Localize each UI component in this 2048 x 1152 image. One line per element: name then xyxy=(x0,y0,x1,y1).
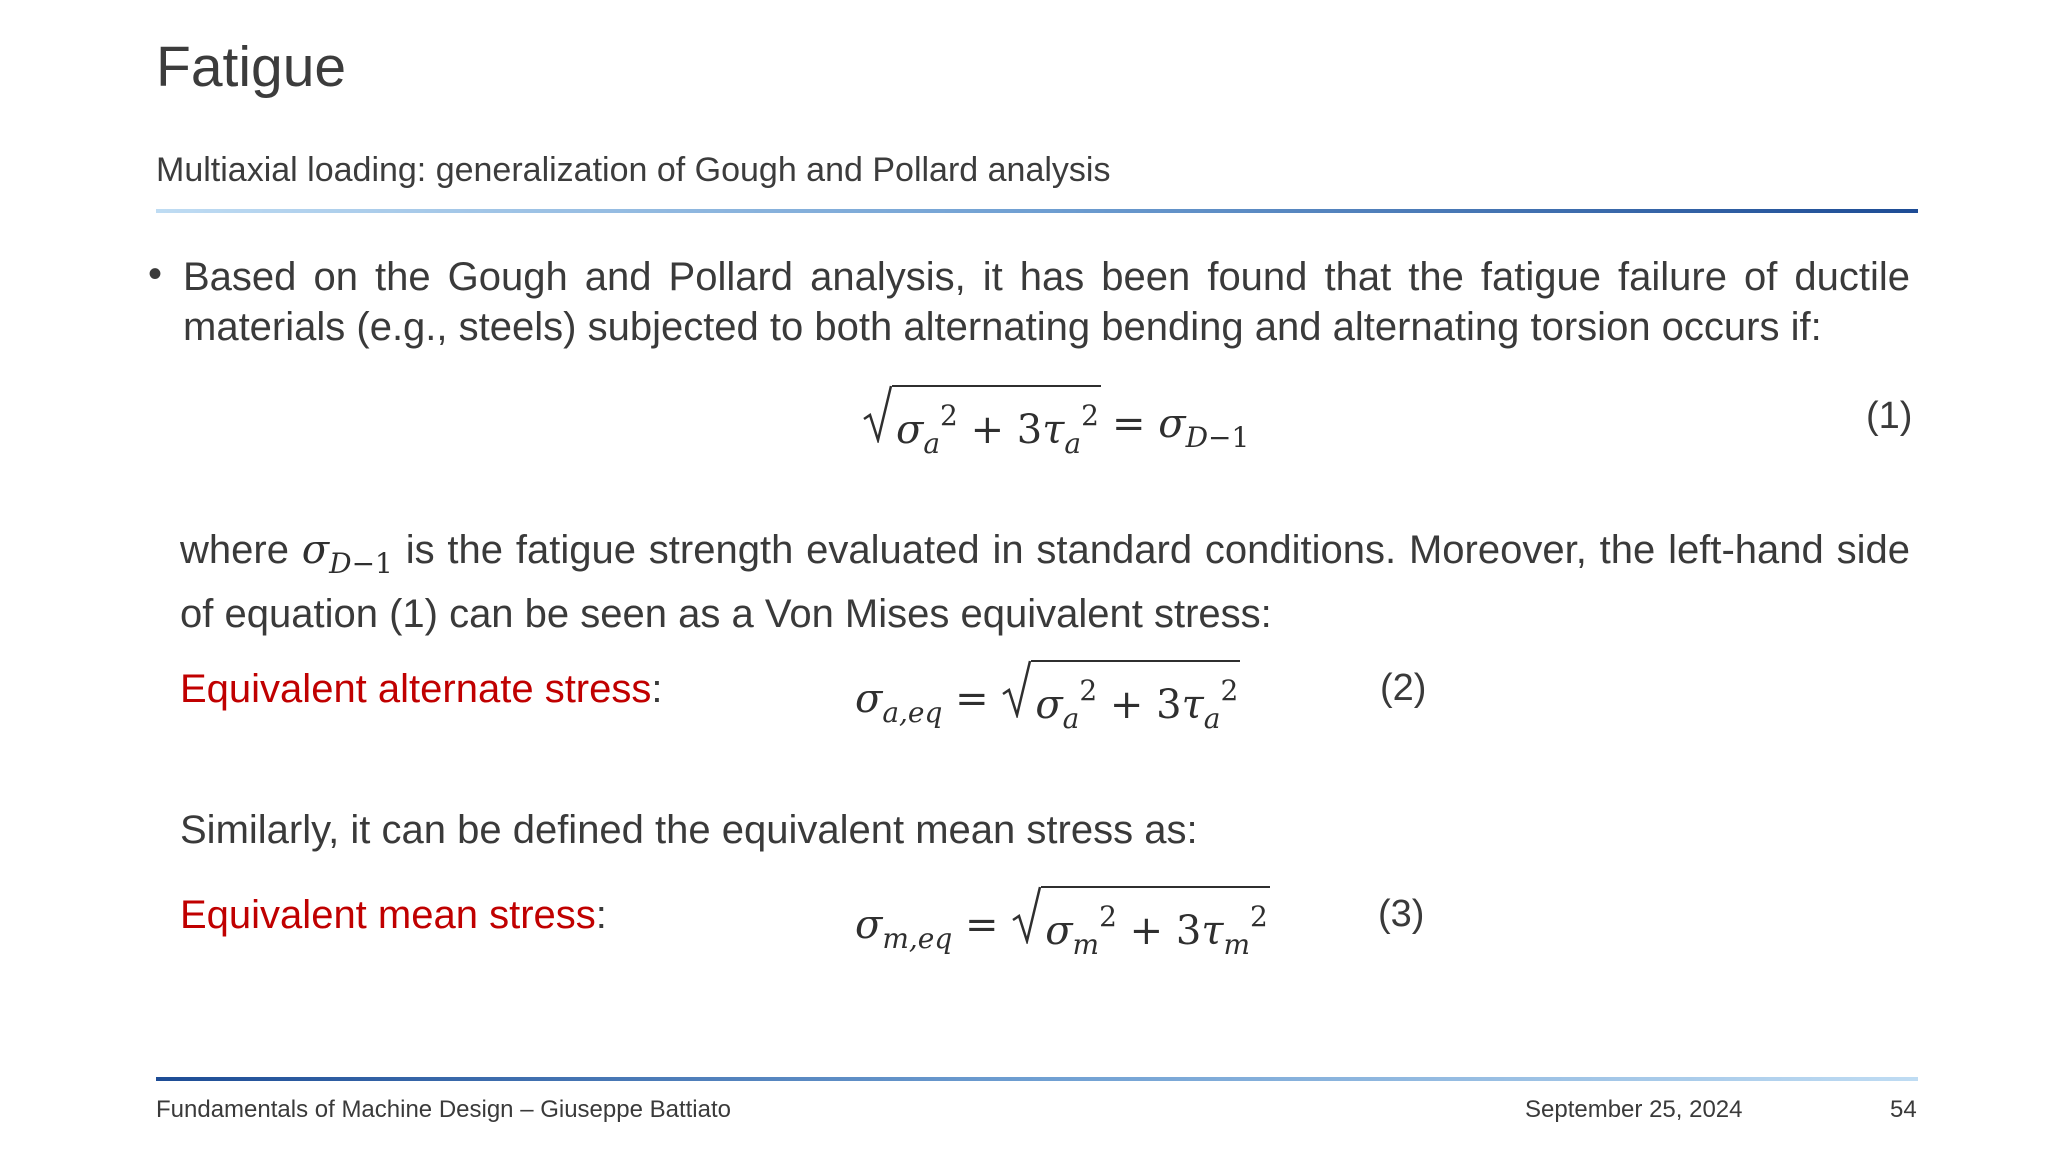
slide-title: Fatigue xyxy=(156,35,347,99)
eq2-label: Equivalent alternate stress xyxy=(180,667,652,711)
bullet-icon: • xyxy=(148,252,163,296)
equation-2-number: (2) xyxy=(1380,667,1427,709)
equation-1: $\sigma_a^2 + 3\tau_a^2$ = $\sigma_{D-1}$ xyxy=(862,385,1249,467)
similarly-paragraph: Similarly, it can be defined the equivalent mean stress as: xyxy=(180,808,1198,852)
page-number: 54 xyxy=(1890,1096,1917,1123)
radical-sign-icon xyxy=(1011,886,1041,944)
eq3-colon: : xyxy=(595,893,607,937)
footer-divider xyxy=(156,1077,1918,1081)
where-prefix: where xyxy=(180,528,289,572)
equation-2: $\sigma_{a,eq}$ = $\sigma_a^2 + 3\tau_a^2$ xyxy=(855,660,1240,742)
where-suffix: is the fatigue strength evaluated in standard conditions. Moreover, the left-hand side of equation (1) can be seen as a Von Mises equivalent stress: xyxy=(180,528,1910,636)
slide-subtitle: Multiaxial loading: generalization of Gough and Pollard analysis xyxy=(156,151,1111,189)
footer-date: September 25, 2024 xyxy=(1525,1096,1743,1123)
where-paragraph xyxy=(180,525,1910,639)
equation-3-number: (3) xyxy=(1378,893,1425,935)
sigma-d-symbol: $\sigma_{D-1}$ xyxy=(301,527,393,580)
eq2-colon: : xyxy=(651,667,663,711)
eq2-label-row xyxy=(180,667,663,712)
eq3-label-row xyxy=(180,893,607,938)
equation-1-number: (1) xyxy=(1866,395,1913,437)
bullet-paragraph: Based on the Gough and Pollard analysis, it has been found that the fatigue failure of ductile materials (e.g., steels) subjected to both alternating bending and alternating torsion occurs if: xyxy=(183,255,1910,349)
equation-3: $\sigma_{m,eq}$ = $\sigma_m^2 + 3\tau_m^2$ xyxy=(855,886,1270,968)
footer-course: Fundamentals of Machine Design – Giuseppe Battiato xyxy=(156,1096,732,1123)
radical-sign-icon xyxy=(1001,660,1031,718)
header-divider xyxy=(156,209,1918,213)
radical-sign-icon xyxy=(862,385,892,443)
eq3-label: Equivalent mean stress xyxy=(180,893,596,937)
